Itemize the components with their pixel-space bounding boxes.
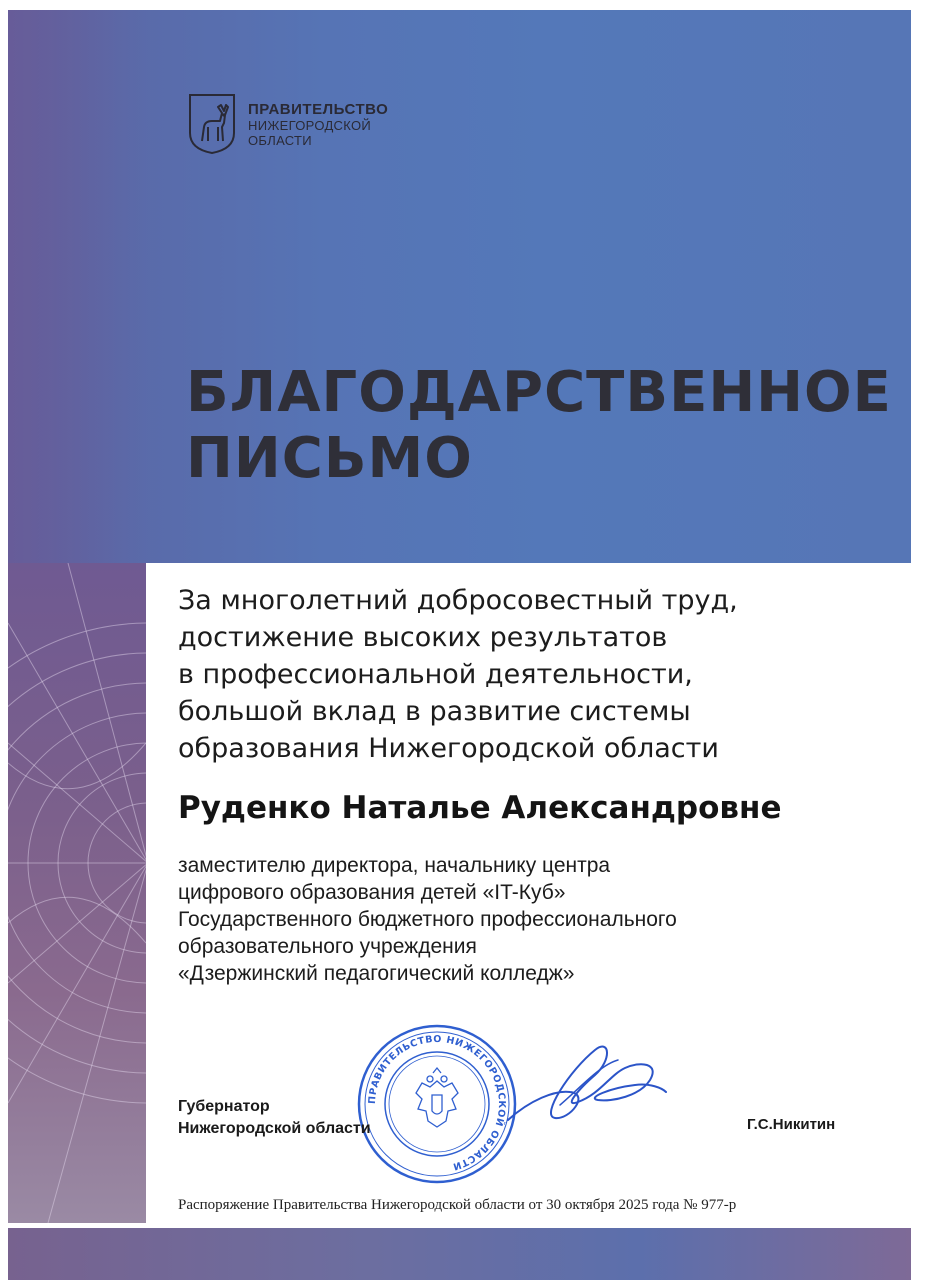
reason-line: достижение высоких результатов [178,622,668,653]
signer-role-line-1: Губернатор [178,1098,270,1115]
reason-line: За многолетний добросовестный труд, [178,585,738,616]
government-logo [188,93,388,155]
logo-line-3: ОБЛАСТИ [248,132,312,148]
globe-lines-decoration [8,563,146,1223]
title-line-2: ПИСЬМО [186,426,473,491]
document-title [186,360,892,492]
award-reason [178,582,878,767]
position-line: Государственного бюджетного профессионального [178,908,677,931]
reason-line: большой вклад в развитие системы [178,696,691,727]
decree-reference: Распоряжение Правительства Нижегородской области от 30 октября 2025 года № 977-р [178,1197,737,1213]
signer-role [178,1096,371,1140]
svg-text:ПРАВИТЕЛЬСТВО НИЖЕГОРОДСКОЙ ОБ [367,1034,507,1172]
eagle-emblem-icon [416,1068,458,1127]
recipient-name: Руденко Наталье Александровне [178,790,782,826]
logo-line-2: НИЖЕГОРОДСКОЙ [248,117,372,133]
stamp-ring-text: ПРАВИТЕЛЬСТВО НИЖЕГОРОДСКОЙ ОБЛАСТИ [366,1033,508,1172]
recipient-position [178,852,677,987]
position-line: образовательного учреждения [178,935,477,958]
logo-line-1: ПРАВИТЕЛЬСТВО [248,100,389,118]
decorative-side-strip [8,563,146,1223]
position-line: цифрового образования детей «IT-Куб» [178,881,566,904]
reason-line: в профессиональной деятельности, [178,659,693,690]
title-line-1: БЛАГОДАРСТВЕННОЕ [186,360,892,425]
position-line: «Дзержинский педагогический колледж» [178,962,575,985]
official-stamp [356,1023,518,1185]
position-line: заместителю директора, начальнику центра [178,854,611,877]
signer-role-line-2: Нижегородской области [178,1120,371,1137]
reason-line: образования Нижегородской области [178,733,719,764]
footer-strip [8,1228,911,1280]
handwritten-signature [500,1030,670,1135]
deer-coat-of-arms-icon [188,93,236,155]
signer-name: Г.С.Никитин [747,1116,836,1133]
